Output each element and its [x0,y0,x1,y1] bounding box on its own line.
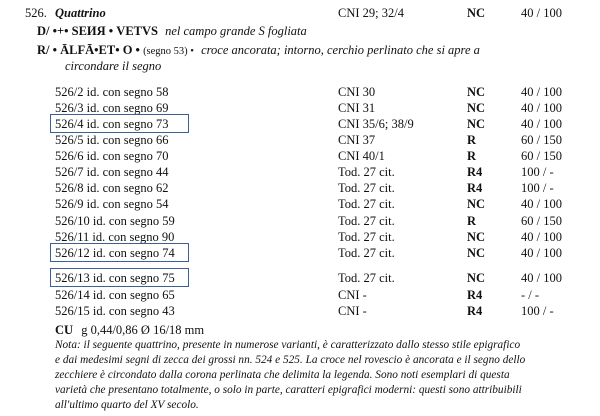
row-rarity: R [467,149,477,163]
row-ref: CNI - [338,304,367,318]
row-rarity: NC [467,197,486,211]
row-ref: Tod. 27 cit. [338,246,395,260]
entry-price: 40 / 100 [521,6,562,20]
row-id: 526/10 id. con segno 59 [55,214,175,228]
row-ref: CNI 37 [338,133,376,147]
obverse-legend: D/ •+• SEИЯ • VETVS [37,24,158,38]
row-ref: CNI - [338,288,367,302]
row-rarity: NC [467,85,486,99]
entry-number: 526. [25,6,47,20]
row-price: 40 / 100 [521,117,562,131]
row-price: 60 / 150 [521,214,562,228]
reverse-segno: (segno 53) • [143,46,194,57]
highlight-box [50,268,189,287]
reverse-legend: R/ • ĀLFĀ•ET• O • [37,43,140,57]
note-line-5: all'ultimo quarto del XV secolo. [55,399,199,411]
highlight-box [50,243,189,262]
row-rarity: NC [467,101,486,115]
row-id: 526/4 id. con segno 73 [55,117,169,131]
row-id: 526/3 id. con segno 69 [55,101,169,115]
specs-line [55,323,204,337]
row-ref: CNI 31 [338,101,376,115]
row-price: 100 / - [521,304,554,318]
row-id: 526/2 id. con segno 58 [55,85,169,99]
row-rarity: NC [467,117,486,131]
row-ref: CNI 30 [338,85,376,99]
row-ref: CNI 40/1 [338,149,385,163]
row-rarity: R4 [467,181,483,195]
row-id: 526/15 id. con segno 43 [55,304,175,318]
row-id: 526/13 id. con segno 75 [55,271,175,285]
row-id: 526/9 id. con segno 54 [55,197,169,211]
row-price: - / - [521,288,540,302]
row-ref: Tod. 27 cit. [338,214,395,228]
specs-values: g 0,44/0,86 Ø 16/18 mm [81,323,205,337]
row-ref: Tod. 27 cit. [338,230,395,244]
obverse-line [37,24,307,38]
reverse-description-cont: circondare il segno [65,59,162,73]
row-price: 40 / 100 [521,246,562,260]
row-id: 526/14 id. con segno 65 [55,288,175,302]
row-price: 40 / 100 [521,230,562,244]
row-id: 526/7 id. con segno 44 [55,165,169,179]
row-rarity: R4 [467,304,483,318]
entry-rarity: NC [467,6,486,20]
row-id: 526/11 id. con segno 90 [55,230,175,244]
row-id: 526/12 id. con segno 74 [55,246,175,260]
row-rarity: R [467,133,477,147]
reverse-line [37,43,480,59]
row-ref: CNI 35/6; 38/9 [338,117,414,131]
row-rarity: R [467,214,477,228]
row-id: 526/6 id. con segno 70 [55,149,169,163]
note-line-4: varietà che presentano totalmente, o solo in parte, caratteri epigrafici moderni: questi sono attribuibili [55,384,522,396]
row-ref: Tod. 27 cit. [338,197,395,211]
row-id: 526/5 id. con segno 66 [55,133,169,147]
row-price: 60 / 150 [521,149,562,163]
note-line-1: Nota: il seguente quattrino, presente in numerose varianti, è caratterizzato dallo stesso stile epigrafico [55,339,521,351]
note-line-3: zecchiere è circondato dalla corona perlinata che delimita la legenda. Sono noti esemplari di questa [55,369,510,381]
row-price: 40 / 100 [521,85,562,99]
note-line-2: e dai medesimi segni di zecca dei grossi nn. 524 e 525. La croce nel rovescio è ancorata e il segno dello [55,354,526,366]
row-ref: Tod. 27 cit. [338,181,395,195]
entry-title: Quattrino [55,6,106,20]
row-price: 100 / - [521,165,554,179]
row-rarity: R4 [467,288,483,302]
highlight-box [50,114,189,133]
row-price: 40 / 100 [521,271,562,285]
row-ref: Tod. 27 cit. [338,271,395,285]
row-id: 526/8 id. con segno 62 [55,181,169,195]
row-price: 100 / - [521,181,554,195]
row-price: 40 / 100 [521,101,562,115]
row-rarity: NC [467,271,486,285]
row-ref: Tod. 27 cit. [338,165,395,179]
row-rarity: R4 [467,165,483,179]
row-price: 40 / 100 [521,197,562,211]
row-rarity: NC [467,230,486,244]
reverse-description: croce ancorata; intorno, cerchio perlinato che si apre a [201,43,480,57]
entry-ref: CNI 29; 32/4 [338,6,404,20]
obverse-description: nel campo grande S fogliata [165,24,307,38]
specs-metal: CU [55,323,74,337]
row-price: 60 / 150 [521,133,562,147]
row-rarity: NC [467,246,486,260]
